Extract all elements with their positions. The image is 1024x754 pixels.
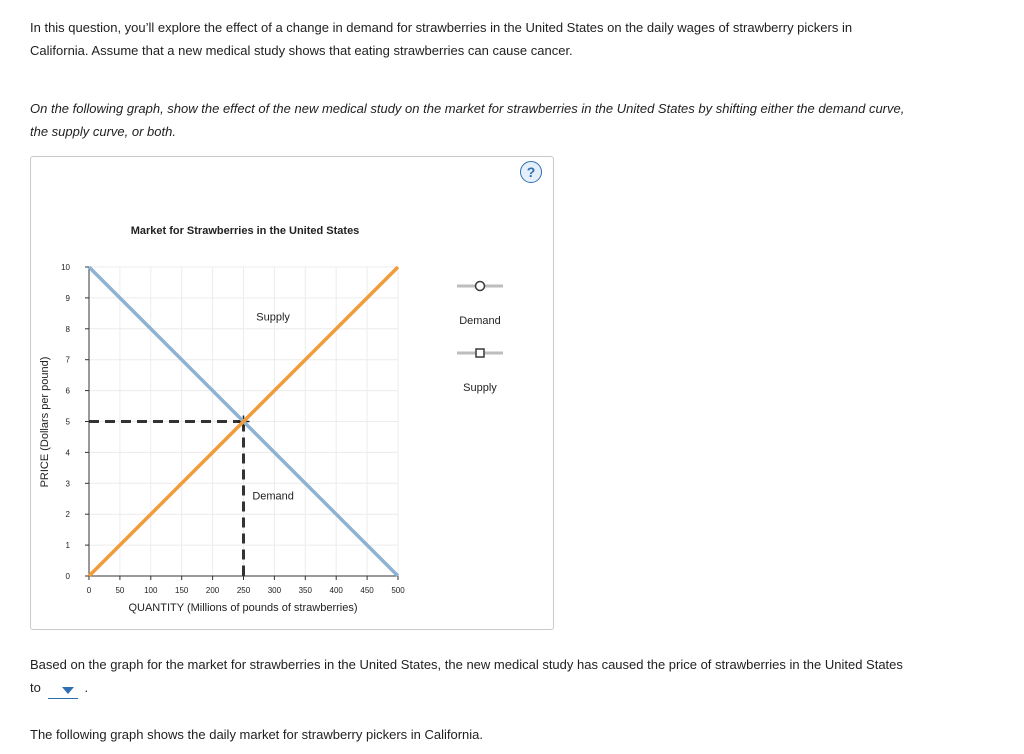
x-axis-label: QUANTITY (Millions of pounds of strawberries)	[128, 602, 358, 614]
y-tick-label: 4	[65, 448, 70, 458]
x-tick-label: 150	[175, 586, 189, 595]
x-tick-label: 450	[360, 586, 374, 595]
supply-curve-label: Supply	[256, 311, 290, 324]
drawing-tools[interactable]	[457, 282, 503, 395]
demand-tool-label: Demand	[459, 315, 501, 327]
x-tick-label: 200	[205, 586, 220, 595]
demand-tool-marker-icon[interactable]	[476, 282, 485, 291]
x-tick-label: 400	[329, 586, 343, 595]
y-tick-label: 10	[61, 263, 70, 272]
x-tick-label: 100	[144, 586, 158, 595]
y-tick-label: 7	[65, 355, 70, 365]
chart-title: Market for Strawberries in the United States	[130, 225, 360, 237]
closing-text: The following graph shows the daily market for strawberry pickers in California.	[30, 727, 484, 742]
y-tick-label: 2	[65, 510, 70, 520]
y-tick-label: 6	[65, 386, 70, 396]
intro-text: In this question, you’ll explore the effect of a change in demand for strawberries in the United States on the daily wages of strawberry pickers in California. Assume that a new medical study shows that eating strawberries can cause cancer.	[30, 20, 853, 58]
y-tick-label: 0	[65, 572, 70, 581]
question-text	[30, 653, 910, 699]
y-axis-label: PRICE (Dollars per pound)	[39, 356, 51, 488]
instruction-text: On the following graph, show the effect of the new medical study on the market for strawberries in the United States by shifting either the demand curve, the supply curve, or both.	[30, 101, 905, 139]
help-icon[interactable]: ?	[520, 161, 542, 183]
question-before: Based on the graph for the market for strawberries in the United States, the new medical study has caused the price of strawberries in the United States to	[30, 657, 903, 695]
demand-curve-label: Demand	[252, 490, 294, 503]
x-tick-label: 500	[391, 586, 405, 595]
x-tick-label: 300	[267, 586, 282, 595]
y-tick-label: 5	[65, 417, 70, 427]
y-tick-label: 1	[65, 541, 70, 551]
y-tick-label: 9	[65, 293, 70, 303]
chevron-down-icon[interactable]	[62, 687, 74, 694]
y-tick-label: 8	[65, 324, 70, 334]
question-period: .	[84, 680, 89, 695]
y-tick-label: 3	[65, 479, 70, 489]
supply-tool-marker-icon[interactable]	[476, 349, 484, 357]
x-tick-label: 250	[236, 586, 251, 595]
supply-tool-label: Supply	[463, 382, 497, 394]
price-change-dropdown[interactable]	[48, 682, 78, 699]
x-tick-label: 0	[86, 586, 92, 595]
x-tick-label: 350	[298, 586, 312, 595]
x-tick-label: 50	[115, 586, 125, 595]
